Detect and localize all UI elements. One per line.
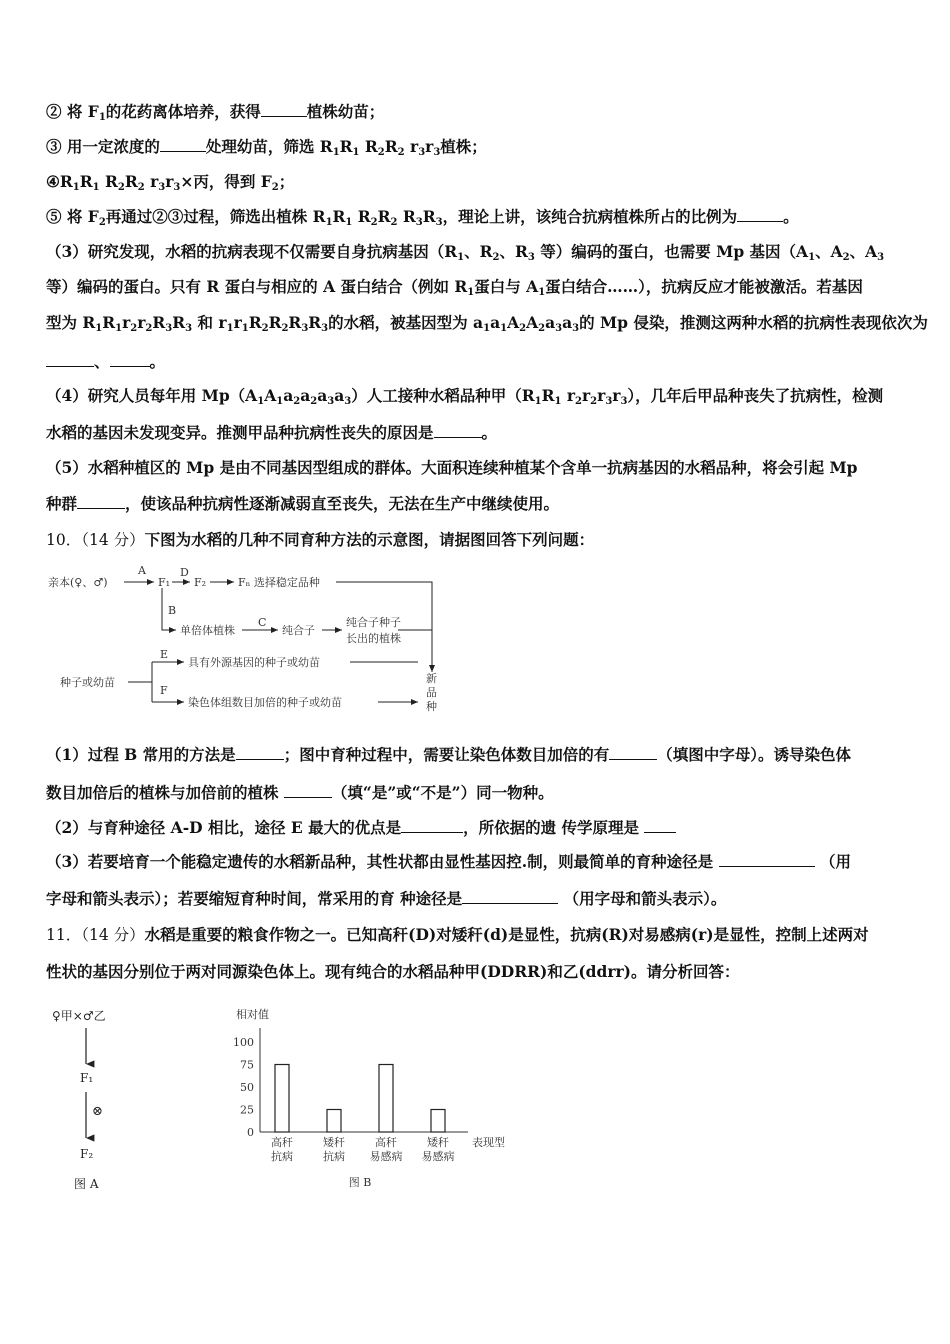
pure-seed-label: 纯合子种子 (346, 616, 401, 629)
homozygote-label: 纯合子 (282, 624, 315, 637)
x-tick-label: 抗病 (323, 1150, 345, 1163)
line-step2: ② 将 $F_1$的花药离体培养，获得 植株幼苗； (46, 102, 385, 123)
q11-line2: 性状的基因分别位于两对同源染色体上。现有纯合的水稻品种甲(DDRR)和乙(ddrr)。请分析回答： (46, 962, 740, 981)
answer-blank[interactable] (644, 818, 676, 833)
q10-2-line: （2）与育种途径 A-D 相比，途径 E 最大的优点是 ，所依据的遗 传学原理是 (46, 818, 676, 838)
q9-3-line3: 型为 $R_1R_1r_2r_2R_3R_3$ 和 $r_1r_1R_2R_2R_3R_3$的水稻，被基因型为 $a_1a_1A_2A_2a_3a_3$的 Mp 侵染，推测这两种水稻的抗病性表现依次为 (46, 313, 928, 334)
q9-5-line2: 种群 ，使该品种抗病性逐渐减弱直至丧失，无法在生产中继续使用。 (46, 494, 560, 513)
x-tick-label: 矮秆 (323, 1136, 345, 1149)
f2-label: F₂ (194, 576, 207, 589)
answer-blank[interactable] (110, 352, 150, 367)
f2-label: F₂ (80, 1147, 94, 1161)
seed-label: 种子或幼苗 (60, 676, 115, 689)
figure-a-caption: 图 A (74, 1177, 99, 1191)
line-step3: ③ 用一定浓度的 处理幼苗，筛选 $R_1R_1$ $R_2R_2$ $r_3r_3$植株； (46, 137, 487, 158)
label-b: B (168, 604, 177, 617)
x-tick-label: 矮秆 (427, 1136, 449, 1149)
y-tick-label: 25 (240, 1103, 254, 1117)
cross-label: ♀甲×♂乙 (52, 1009, 106, 1023)
y-tick-label: 100 (233, 1036, 254, 1049)
figure-a (48, 1000, 158, 1200)
line-step4: $④R_1R_1$ $R_2R_2$ $r_3r_3\times$丙，得到 $F_2$； (46, 172, 295, 193)
x-axis-label: 表现型 (472, 1136, 505, 1149)
q9-5-line1: （5）水稻种植区的 Mp 是由不同基因型组成的群体。大面积连续种植某个含单一抗病基因的水稻品种，将会引起 Mp (46, 458, 858, 477)
answer-blank[interactable] (77, 494, 125, 509)
label-a: A (138, 564, 146, 577)
x-tick-label: 高秆 (271, 1136, 293, 1149)
answer-blank[interactable] (236, 745, 284, 760)
q9-3-line4: 、 。 (46, 352, 165, 372)
q10-3-line2: 字母和箭头表示）；若要缩短育种时间，常采用的育 种途径是 （用字母和箭头表示）。 (46, 889, 727, 908)
bar-4 (431, 1110, 445, 1133)
answer-blank[interactable] (434, 423, 482, 438)
f1-label: F₁ (158, 576, 171, 589)
q11-line1: 11．（14 分）水稻是重要的粮食作物之一。已知高秆(D)对矮秆(d)是显性，抗病(R)对易感病(r)是显性，控制上述两对 (46, 925, 869, 944)
new-variety-1: 新 (426, 672, 437, 685)
answer-blank[interactable] (719, 852, 815, 867)
doubled-label: 染色体组数目加倍的种子或幼苗 (188, 696, 342, 709)
pure-plant-label: 长出的植株 (346, 632, 401, 645)
haploid-label: 单倍体植株 (180, 624, 235, 637)
answer-blank[interactable] (609, 745, 657, 760)
answer-blank[interactable] (401, 818, 463, 833)
foreign-gene-label: 具有外源基因的种子或幼苗 (188, 656, 320, 669)
new-variety-3: 种 (426, 700, 437, 713)
answer-blank[interactable] (737, 207, 783, 222)
answer-blank[interactable] (261, 102, 307, 117)
figure-b-chart (220, 1000, 520, 1200)
f1-label: F₁ (80, 1071, 94, 1085)
y-tick-label: 75 (240, 1058, 254, 1072)
q10-3-line1: （3）若要培育一个能稳定遗传的水稻新品种，其性状都由显性基因控.制，则最简单的育种途径是 （用 (46, 852, 852, 871)
x-tick-label: 易感病 (369, 1150, 403, 1163)
y-tick-label: 50 (240, 1081, 254, 1094)
figure-b-caption: 图 B (348, 1176, 372, 1189)
q9-3-line2: 等）编码的蛋白。只有 R 蛋白与相应的 A 蛋白结合（例如 $R_1$蛋白与 $A_1$蛋白结合……），抗病反应才能被激活。若基因 (46, 277, 863, 298)
y-tick-label: 0 (247, 1126, 254, 1139)
breeding-diagram (40, 560, 460, 720)
label-c: C (258, 616, 267, 629)
bar-2 (327, 1110, 341, 1133)
q10-1-line2: 数目加倍后的植株与加倍前的植株 （填“是”或“不是”）同一物种。 (46, 783, 554, 802)
selfing-icon: ⊗ (92, 1104, 103, 1119)
q10-1-line1: （1）过程 B 常用的方法是 ；图中育种过程中，需要让染色体数目加倍的有 （填图中字母）。诱导染色体 (46, 745, 851, 764)
parent-label: 亲本(♀、♂) (48, 576, 108, 589)
q9-3-line1: （3）研究发现，水稻的抗病表现不仅需要自身抗病基因（$R_1$、$R_2$、$R_3$ 等）编码的蛋白，也需要 Mp 基因（$A_1$、$A_2$、$A_3$ (46, 242, 885, 263)
bar-3 (379, 1065, 393, 1133)
answer-blank[interactable] (46, 352, 94, 367)
y-axis-label: 相对值 (236, 1008, 269, 1021)
line-step5: ⑤ 将 $F_2$再通过②③过程，筛选出植株 $R_1R_1$ $R_2R_2$ $R_3R_3$，理论上讲，该纯合抗病植株所占的比例为 。 (46, 207, 799, 228)
answer-blank[interactable] (160, 137, 206, 152)
q9-4-line1: （4）研究人员每年用 $Mp(A_1A_1a_2a_2a_3a_3)$人工接种水稻品种甲（$R_1R_1$ $r_2r_2r_3r_3$），几年后甲品种丧失了抗病性，检测 (46, 386, 884, 407)
x-tick-label: 高秆 (375, 1136, 397, 1149)
answer-blank[interactable] (462, 889, 558, 904)
label-f: F (160, 684, 168, 697)
bar-1 (275, 1065, 289, 1133)
q10-header: 10．（14 分）下图为水稻的几种不同育种方法的示意图，请据图回答下列问题： (46, 530, 595, 549)
label-e: E (160, 648, 169, 661)
x-tick-label: 易感病 (421, 1150, 455, 1163)
label-d: D (180, 566, 189, 579)
answer-blank[interactable] (284, 783, 332, 798)
x-tick-label: 抗病 (271, 1150, 293, 1163)
q9-4-line2: 水稻的基因未发现变异。推测甲品种抗病性丧失的原因是 。 (46, 423, 498, 442)
new-variety-2: 品 (426, 686, 437, 699)
fn-label: Fₙ 选择稳定品种 (238, 576, 320, 589)
